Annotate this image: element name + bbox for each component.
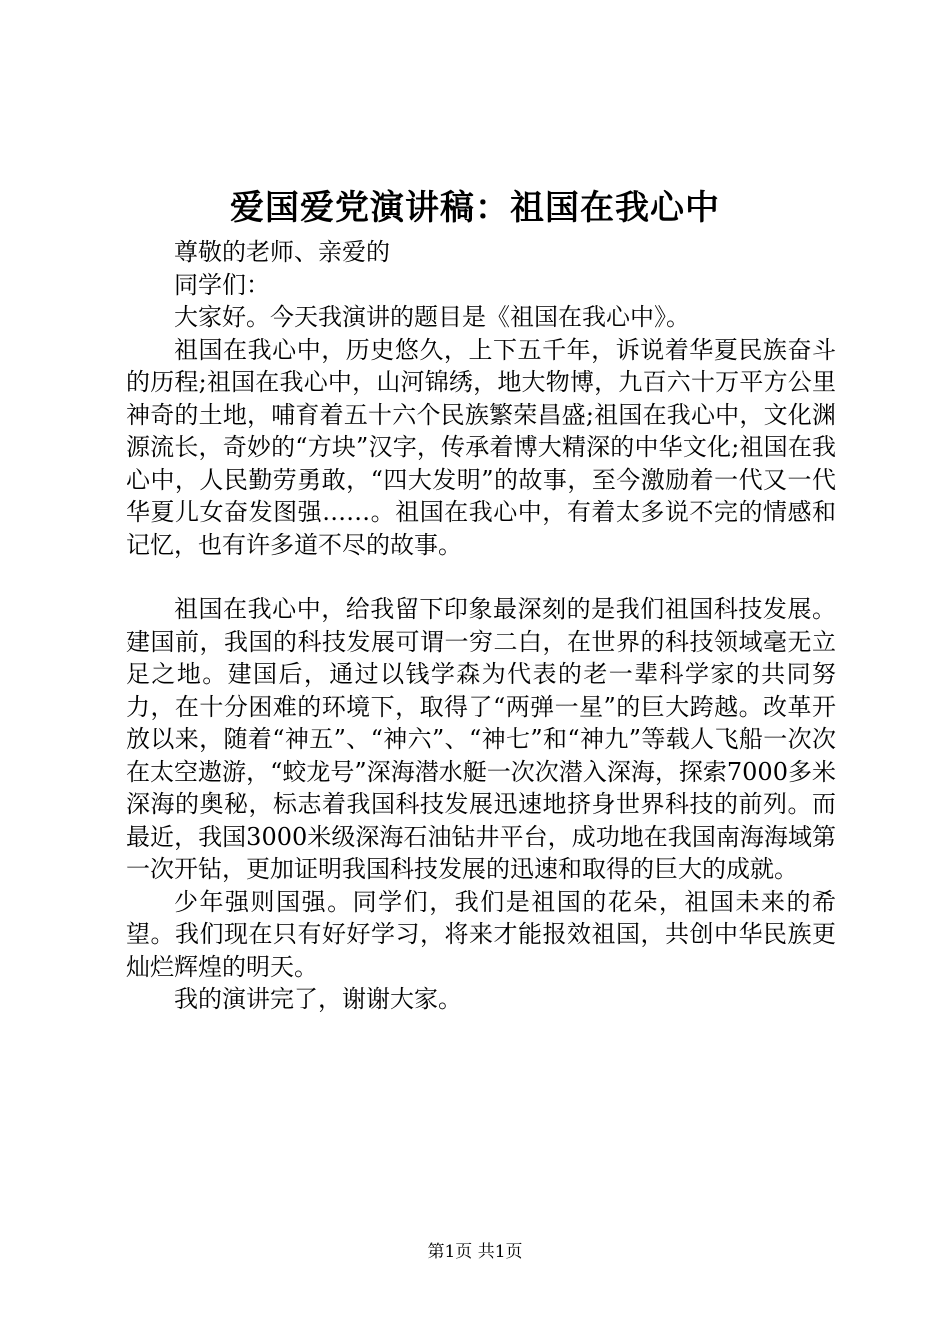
page-number: 第1页 共1页 <box>427 1242 523 1262</box>
history-paragraph: 祖国在我心中，历史悠久，上下五千年，诉说着华夏民族奋斗的历程;祖国在我心中，山河锦绣，地大物博，九百六十万平方公里神奇的土地，哺育着五十六个民族繁荣昌盛;祖国在我心中，文化渊源流长，奇妙的“方块”汉字，传承着博大精深的中华文化;祖国在我心中，人民勤劳勇敢，“四大发明”的故事，至今激励着一代又一代华夏儿女奋发图强……。祖国在我心中，有着太多说不完的情感和记忆，也有许多道不尽的故事。 <box>126 335 836 559</box>
technology-paragraph: 祖国在我心中，给我留下印象最深刻的是我们祖国科技发展。建国前，我国的科技发展可谓一穷二白，在世界的科技领域毫无立足之地。建国后，通过以钱学森为代表的老一辈科学家的共同努力，在十分困难的环境下，取得了“两弹一星”的巨大跨越。改革开放以来，随着“神五”、“神六”、“神七”和“神九”等载人飞船一次次在太空遨游，“蛟龙号”深海潜水艇一次次潜入深海，探索7000多米深海的奥秘，标志着我国科技发展迅速地挤身世界科技的前列。而最近，我国3000米级深海石油钻井平台，成功地在我国南海海域第一次开钻，更加证明我国科技发展的迅速和取得的巨大的成就。 <box>126 595 836 883</box>
document-title: 爱国爱党演讲稿：祖国在我心中 <box>230 188 720 228</box>
document-body <box>126 236 836 1016</box>
closing-paragraph: 我的演讲完了，谢谢大家。 <box>174 985 462 1013</box>
salutation-line-2: 同学们： <box>174 270 270 299</box>
greeting-paragraph: 大家好。今天我演讲的题目是《祖国在我心中》。 <box>174 303 690 331</box>
salutation-line-1: 尊敬的老师、亲爱的 <box>174 238 390 266</box>
youth-paragraph: 少年强则国强。同学们，我们是祖国的花朵，祖国未来的希望。我们现在只有好好学习，将来才能报效祖国，共创中华民族更灿烂辉煌的明天。 <box>126 887 836 981</box>
